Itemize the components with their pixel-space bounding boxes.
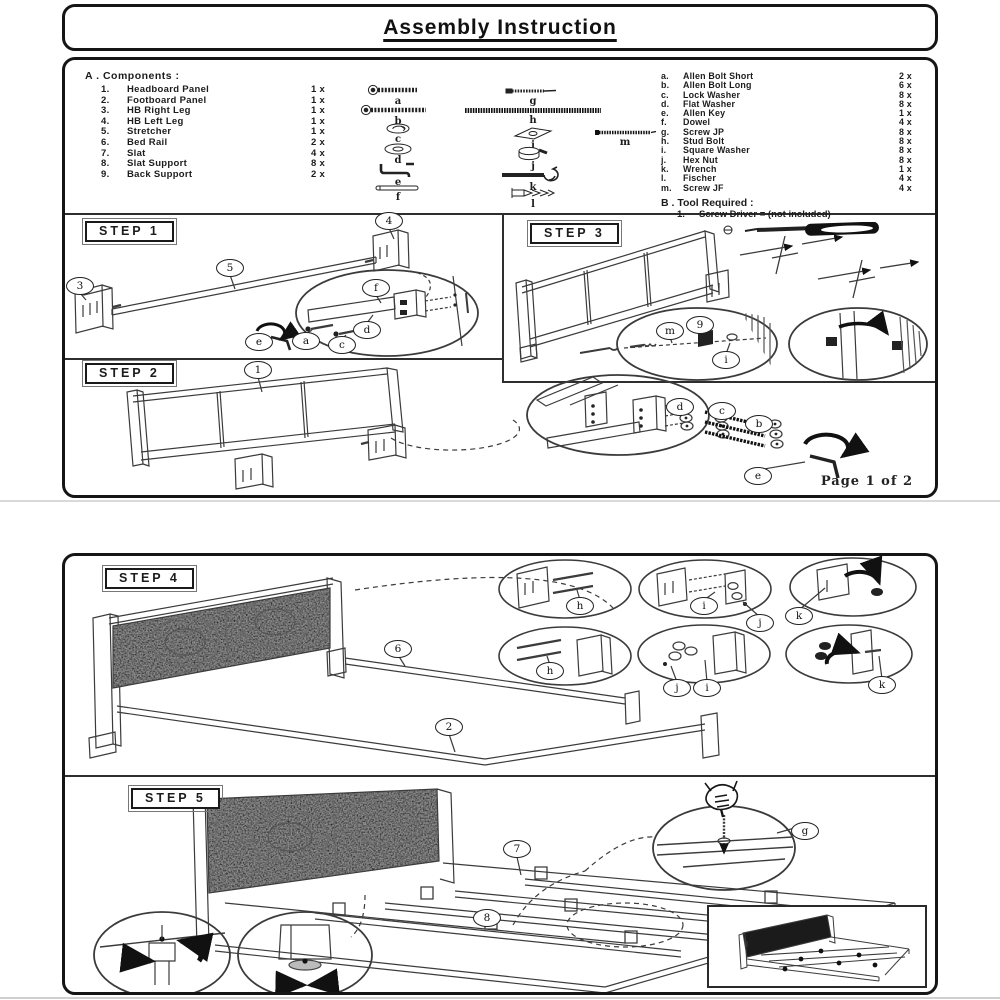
hardware-row: l. Fischer 4 x [661, 173, 912, 184]
hardware-icons [343, 60, 663, 213]
callout-j: j [663, 679, 691, 697]
step1-diagram [65, 213, 502, 358]
hardware-row: d. Flat Washer 8 x [661, 98, 912, 109]
page1-footer: Page 1 of 2 [820, 474, 913, 489]
step1-label: STEP 1 [85, 221, 174, 242]
step5-diagram [65, 775, 935, 995]
hardware-row: f. Dowel 4 x [661, 117, 912, 128]
step3-label: STEP 3 [530, 223, 619, 244]
screw-jf-icon: m [593, 128, 657, 147]
stud-bolt-icon: h [529, 115, 537, 126]
hardware-row: g. Screw JP 8 x [661, 126, 912, 137]
callout-k: k [868, 676, 896, 694]
step4-label: STEP 4 [105, 568, 194, 589]
square-washer-icon: i [512, 126, 554, 150]
callout-f: f [362, 279, 390, 297]
components-list [85, 70, 347, 180]
components-heading: A . Components : [85, 70, 180, 82]
hardware-row: m. Screw JF 4 x [661, 182, 912, 193]
callout-c: c [328, 336, 356, 354]
component-row: 6. Bed Rail 2 x [101, 136, 326, 148]
callout-d: d [666, 398, 694, 416]
callout-b: b [745, 415, 773, 433]
flat-washer-icon: d [380, 143, 416, 165]
callout-g: g [791, 822, 819, 840]
callout-4: 4 [375, 212, 403, 230]
page-separator [0, 500, 1000, 502]
component-row: 1. Headboard Panel 1 x [101, 84, 326, 95]
component-row: 8. Slat Support 8 x [101, 158, 326, 170]
callout-i: i [690, 597, 718, 615]
callout-d: d [353, 321, 381, 339]
callout-3: 3 [66, 277, 94, 295]
hardware-row: c. Lock Washer 8 x [661, 89, 912, 100]
callout-8: 8 [473, 909, 501, 927]
callout-9: 9 [686, 316, 714, 334]
hardware-row: e. Allen Key 1 x [661, 108, 912, 119]
hardware-row: b. Allen Bolt Long 6 x [661, 80, 912, 91]
screw-jp-icon: g [504, 86, 562, 106]
allen-bolt-short-icon: a [367, 84, 429, 106]
allen-bolt-long-icon: b [360, 104, 436, 126]
callout-a: a [292, 332, 320, 350]
callout-7: 7 [503, 840, 531, 858]
callout-k: k [785, 607, 813, 625]
finished-bed-thumbnail [707, 905, 927, 988]
callout-5: 5 [216, 259, 244, 277]
title-box [62, 4, 938, 51]
component-row: 3. HB Right Leg 1 x [101, 105, 326, 117]
allen-key-icon: e [378, 161, 418, 187]
callout-6: 6 [384, 640, 412, 658]
component-row: 7. Slat 4 x [101, 147, 326, 159]
component-row: 5. Stretcher 1 x [101, 126, 326, 138]
hardware-row: a. Allen Bolt Short 2 x [661, 71, 912, 81]
component-row: 2. Footboard Panel 1 x [101, 94, 326, 106]
wrench-icon: k [500, 166, 566, 192]
lock-washer-icon: c [383, 123, 413, 144]
page-2 [62, 553, 938, 995]
step3-diagram [502, 213, 935, 381]
step2-diagram [65, 358, 935, 495]
callout-m: m [656, 322, 684, 340]
step4-diagram [65, 556, 935, 775]
page-1 [62, 57, 938, 498]
hardware-row: h. Stud Bolt 8 x [661, 136, 912, 147]
tool-heading: B . Tool Required : [661, 196, 754, 209]
callout-i: i [693, 679, 721, 697]
callout-i: i [712, 351, 740, 369]
dowel-icon: f [374, 184, 422, 202]
tool-required-section: B . Tool Required : 1. Screw Driver = (not included) [661, 197, 933, 238]
bottom-edge [0, 997, 1000, 999]
fischer-icon: l [508, 187, 558, 209]
callout-e: e [744, 467, 772, 485]
callout-j: j [746, 614, 774, 632]
tool-item: Screw Driver = (not included) [699, 208, 831, 220]
hardware-row: i. Square Washer 8 x [661, 145, 912, 156]
step2-label: STEP 2 [85, 363, 174, 384]
callout-e: e [245, 333, 273, 351]
callout-c: c [708, 402, 736, 420]
callout-h: h [566, 597, 594, 615]
page-title: Assembly Instruction [383, 15, 617, 39]
step5-label: STEP 5 [131, 788, 220, 809]
callout-2: 2 [435, 718, 463, 736]
component-row: 4. HB Left Leg 1 x [101, 115, 326, 127]
callout-1: 1 [244, 361, 272, 379]
callout-h: h [536, 662, 564, 680]
hex-nut-icon: j [516, 146, 550, 171]
hardware-row: j. Hex Nut 8 x [661, 154, 912, 165]
component-row: 9. Back Support 2 x [101, 168, 326, 180]
hardware-row: k. Wrench 1 x [661, 163, 912, 174]
